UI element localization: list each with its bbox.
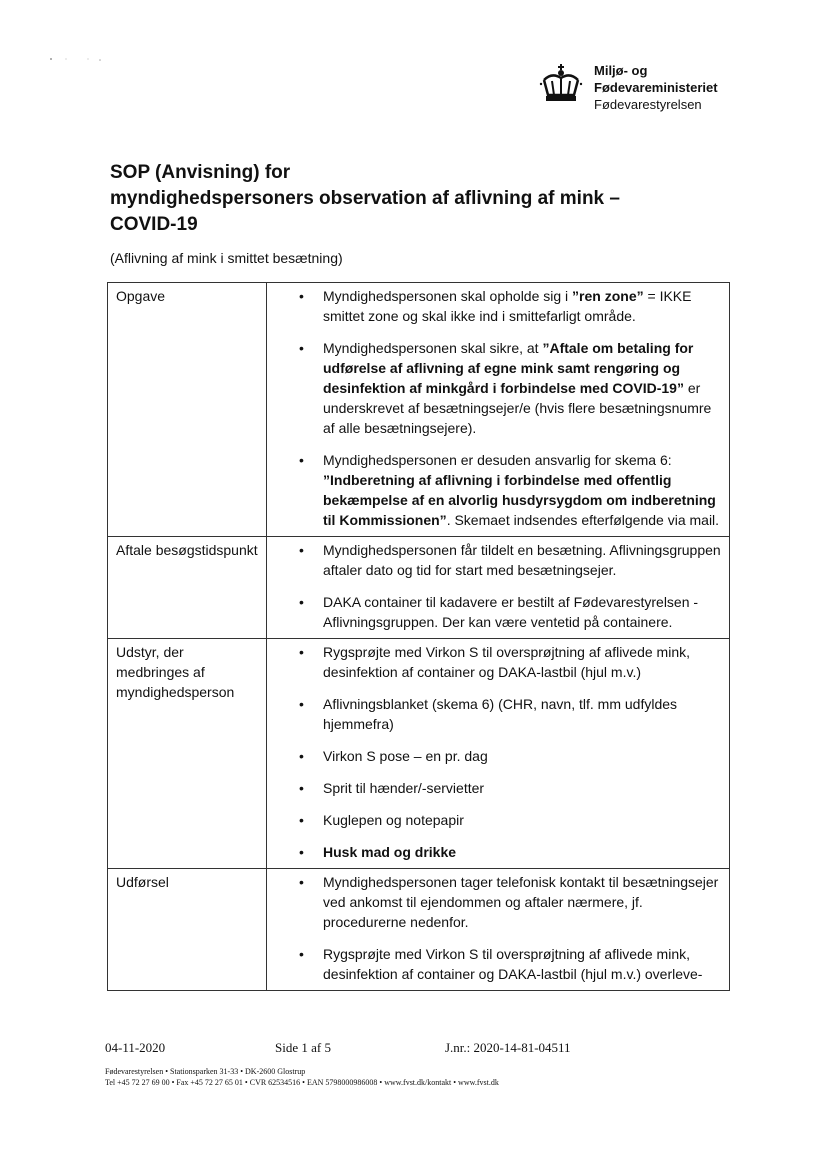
row-content bbox=[267, 639, 730, 869]
bullet-icon: • bbox=[299, 696, 304, 712]
footer-address bbox=[105, 1066, 745, 1088]
bullet-list bbox=[275, 642, 721, 862]
item-text: Myndighedspersonen er desuden ansvarlig for skema 6: bbox=[323, 452, 672, 468]
list-item bbox=[299, 540, 721, 580]
row-label: Udstyr, der medbringes af myndighedsperson bbox=[108, 639, 267, 869]
row-content bbox=[267, 537, 730, 639]
item-text: Myndighedspersonen får tildelt en besætning. Aflivningsgruppen aftaler dato og tid for start med besætningsejer. bbox=[323, 542, 721, 578]
footer-page-number: Side 1 af 5 bbox=[275, 1040, 331, 1055]
logo-line-2: Fødevareministeriet bbox=[594, 80, 718, 95]
document-subtitle: (Aflivning af mink i smittet besætning) bbox=[110, 250, 343, 266]
item-text: Myndighedspersonen skal opholde sig i bbox=[323, 288, 573, 304]
bullet-icon: • bbox=[299, 542, 304, 558]
list-item bbox=[299, 842, 721, 862]
list-item bbox=[299, 450, 721, 530]
item-text: er underskrevet af besætningsejer/e (hvis flere besætningsnumre af alle besætningsejere). bbox=[323, 380, 712, 436]
bullet-icon: • bbox=[299, 874, 304, 890]
footer-date: 04-11-2020 bbox=[105, 1040, 166, 1055]
item-text: Virkon S pose – en pr. dag bbox=[323, 748, 488, 764]
address-line-2: Tel +45 72 27 69 00 • Fax +45 72 27 65 01 • CVR 62534516 • EAN 5798000986008 • www.fvst.dk/kontakt • www.fvst.dk bbox=[105, 1078, 499, 1087]
row-content bbox=[267, 283, 730, 537]
list-item bbox=[299, 694, 721, 734]
bullet-icon: • bbox=[299, 780, 304, 796]
table-row bbox=[108, 639, 730, 869]
title-line-1: SOP (Anvisning) for bbox=[110, 162, 291, 183]
bold-text: Husk mad og drikke bbox=[323, 844, 457, 860]
row-label: Udførsel bbox=[108, 869, 267, 991]
item-text: Kuglepen og notepapir bbox=[323, 812, 464, 828]
list-item bbox=[299, 778, 721, 798]
bullet-icon: • bbox=[299, 844, 304, 860]
list-item bbox=[299, 592, 721, 632]
bullet-icon: • bbox=[299, 812, 304, 828]
row-content bbox=[267, 869, 730, 991]
list-item bbox=[299, 872, 721, 932]
row-label: Aftale besøgstidspunkt bbox=[108, 537, 267, 639]
table-row bbox=[108, 283, 730, 537]
item-text: DAKA container til kadavere er bestilt af Fødevarestyrelsen - Aflivningsgruppen. Der kan være ventetid på containere. bbox=[323, 594, 699, 630]
logo-line-3: Fødevarestyrelsen bbox=[594, 97, 702, 112]
crown-icon bbox=[538, 62, 584, 108]
document-title bbox=[110, 160, 730, 238]
bullet-icon: • bbox=[299, 644, 304, 660]
item-text: Aflivningsblanket (skema 6) (CHR, navn, tlf. mm udfyldes hjemmefra) bbox=[323, 696, 678, 732]
procedure-table bbox=[107, 282, 730, 991]
bullet-icon: • bbox=[299, 452, 304, 468]
item-text: = IKKE smittet zone og skal ikke ind i smittefarligt område. bbox=[323, 288, 692, 324]
list-item bbox=[299, 286, 721, 326]
bullet-icon: • bbox=[299, 594, 304, 610]
list-item bbox=[299, 338, 721, 438]
scan-specks bbox=[48, 56, 108, 62]
table-row bbox=[108, 537, 730, 639]
item-text: Myndighedspersonen skal sikre, at bbox=[323, 340, 543, 356]
bullet-list bbox=[275, 286, 721, 530]
footer-journal-number: J.nr.: 2020-14-81-04511 bbox=[445, 1040, 571, 1055]
list-item bbox=[299, 746, 721, 766]
row-label: Opgave bbox=[108, 283, 267, 537]
bullet-icon: • bbox=[299, 748, 304, 764]
bullet-list bbox=[275, 872, 721, 984]
bullet-icon: • bbox=[299, 288, 304, 304]
title-line-3: COVID-19 bbox=[110, 214, 198, 235]
table-row bbox=[108, 869, 730, 991]
list-item bbox=[299, 810, 721, 830]
title-line-2: myndighedspersoners observation af aflivning af mink – bbox=[110, 188, 620, 209]
bold-text: ”Aftale om betaling for udførelse af aflivning af egne mink samt rengøring og desinfektion af minkgård i forbindelse med COVID-19” bbox=[323, 340, 694, 396]
logo-line-1: Miljø- og bbox=[594, 63, 648, 78]
item-text: Rygsprøjte med Virkon S til oversprøjtning af aflivede mink, desinfektion af container og DAKA-lastbil (hjul m.v.) overleve- bbox=[323, 946, 703, 982]
item-text: Rygsprøjte med Virkon S til oversprøjtning af aflivede mink, desinfektion af container og DAKA-lastbil (hjul m.v.) bbox=[323, 644, 690, 680]
bold-text: ”Indberetning af aflivning i forbindelse med offentlig bekæmpelse af en alvorlig husdyrsygdom om indberetning til Kommissionen” bbox=[323, 472, 716, 528]
bullet-icon: • bbox=[299, 340, 304, 356]
item-text: Sprit til hænder/-servietter bbox=[323, 780, 485, 796]
ministry-logo bbox=[538, 62, 718, 113]
item-text: Myndighedspersonen tager telefonisk kontakt til besætningsejer ved ankomst til ejendommen og aftaler nærmere, jf. procedurerne nedenfor. bbox=[323, 874, 719, 930]
list-item bbox=[299, 944, 721, 984]
bullet-icon: • bbox=[299, 946, 304, 962]
address-line-1: Fødevarestyrelsen • Stationsparken 31-33 • DK-2600 Glostrup bbox=[105, 1067, 306, 1076]
item-text: . Skemaet indsendes efterfølgende via mail. bbox=[446, 512, 720, 528]
bold-text: ”ren zone” bbox=[572, 288, 644, 304]
list-item bbox=[299, 642, 721, 682]
bullet-list bbox=[275, 540, 721, 632]
